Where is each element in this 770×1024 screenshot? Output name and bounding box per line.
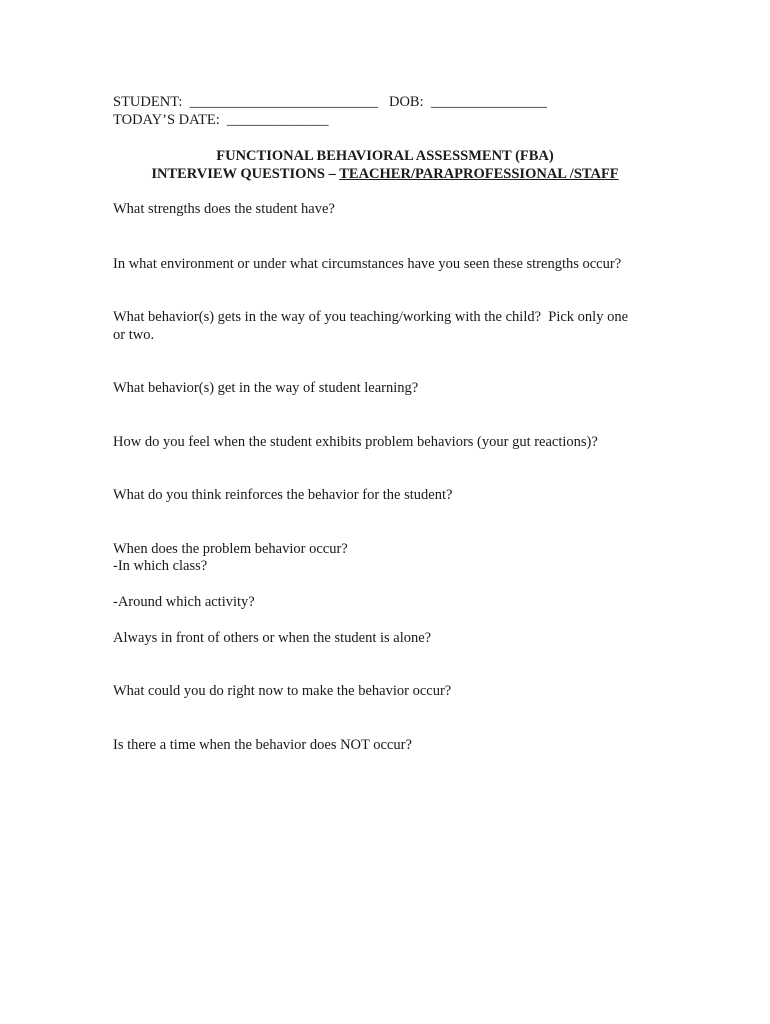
question-make-occur: What could you do right now to make the behavior occur? bbox=[113, 683, 452, 699]
document-subtitle bbox=[0, 166, 770, 183]
question-behavior-teaching-cont: or two. bbox=[113, 327, 155, 343]
question-environment: In what environment or under what circumstances have you seen these strengths occur? bbox=[113, 256, 622, 272]
question-strengths: What strengths does the student have? bbox=[113, 201, 335, 217]
todays-date-line: TODAY’S DATE: ______________ bbox=[113, 112, 329, 128]
student-dob-line: STUDENT: __________________________ DOB: ________________ bbox=[113, 94, 547, 110]
question-others-alone: Always in front of others or when the student is alone? bbox=[113, 630, 432, 646]
question-when-occur: When does the problem behavior occur? bbox=[113, 541, 348, 557]
question-which-class: -In which class? bbox=[113, 558, 208, 574]
subtitle-prefix: INTERVIEW QUESTIONS – bbox=[151, 166, 340, 182]
question-which-activity: -Around which activity? bbox=[113, 594, 255, 610]
question-does-not-occur: Is there a time when the behavior does NOT occur? bbox=[113, 737, 412, 753]
question-gut-reactions: How do you feel when the student exhibits problem behaviors (your gut reactions)? bbox=[113, 434, 598, 450]
subtitle-audience: TEACHER/PARAPROFESSIONAL /STAFF bbox=[339, 166, 619, 182]
question-behavior-teaching: What behavior(s) gets in the way of you teaching/working with the child? Pick only one bbox=[113, 309, 629, 325]
question-behavior-learning: What behavior(s) get in the way of student learning? bbox=[113, 380, 419, 396]
document-title: FUNCTIONAL BEHAVIORAL ASSESSMENT (FBA) bbox=[216, 148, 554, 164]
question-reinforcement: What do you think reinforces the behavior for the student? bbox=[113, 487, 453, 503]
